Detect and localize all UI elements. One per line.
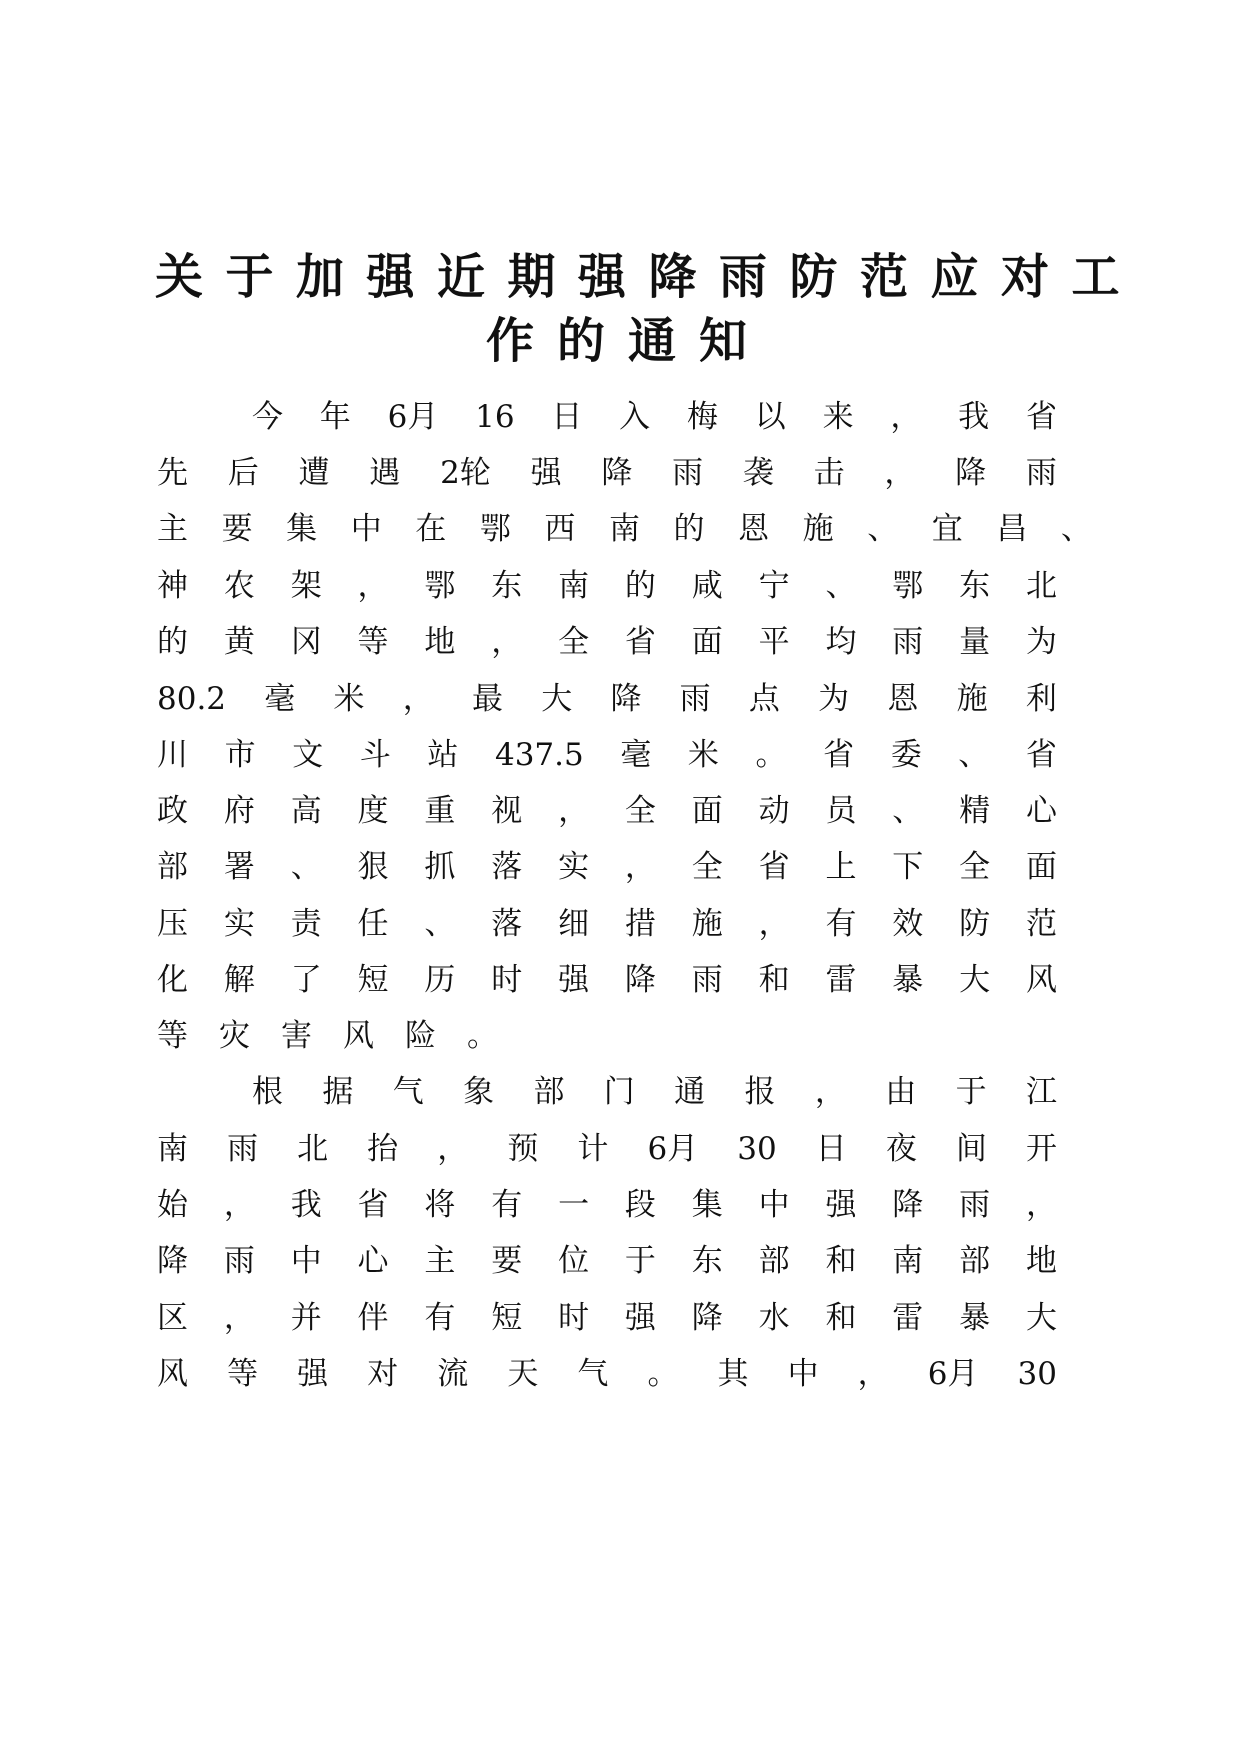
body-token: 心 bbox=[357, 1243, 389, 1279]
body-token: 动 bbox=[758, 793, 790, 829]
body-token: 30 bbox=[737, 1131, 777, 1167]
body-token: 为 bbox=[818, 681, 850, 717]
body-token: 范 bbox=[1025, 906, 1057, 942]
body-line bbox=[252, 395, 1057, 439]
body-token: 部 bbox=[157, 849, 188, 885]
body-token: 全 bbox=[624, 793, 656, 829]
body-token: 雷 bbox=[825, 962, 857, 998]
body-token: 政 bbox=[157, 793, 188, 829]
body-token: 实 bbox=[558, 849, 590, 885]
document-title-line-1: 关于加强近期强降雨防范应对工 bbox=[155, 249, 1143, 305]
body-token: 大 bbox=[959, 962, 991, 998]
body-token: 位 bbox=[558, 1243, 590, 1279]
body-token: 要 bbox=[221, 511, 253, 547]
body-token: 和 bbox=[825, 1300, 857, 1336]
body-token: 部 bbox=[959, 1243, 991, 1279]
body-token: 时 bbox=[558, 1300, 590, 1336]
body-token: 雨 bbox=[679, 681, 711, 717]
body-token: 风 bbox=[157, 1356, 188, 1392]
body-token: 雨 bbox=[892, 624, 924, 660]
body-line bbox=[157, 789, 1057, 833]
body-token: 面 bbox=[691, 793, 723, 829]
body-token: 鄂 bbox=[892, 568, 924, 604]
body-token: 鄂 bbox=[424, 568, 456, 604]
body-token: ， bbox=[437, 1131, 469, 1167]
body-token: 毫 bbox=[264, 681, 296, 717]
body-token: ， bbox=[357, 568, 389, 604]
body-token: 短 bbox=[491, 1300, 523, 1336]
body-token: 细 bbox=[558, 906, 590, 942]
body-token: 施 bbox=[956, 681, 988, 717]
body-token: 恩 bbox=[738, 511, 770, 547]
body-token: 防 bbox=[959, 906, 991, 942]
body-token: 雨 bbox=[959, 1187, 991, 1223]
body-token: 省 bbox=[1025, 737, 1057, 773]
body-token: ， bbox=[814, 1074, 846, 1110]
body-token: 我 bbox=[958, 399, 990, 435]
body-token: 我 bbox=[290, 1187, 322, 1223]
body-token: 雷 bbox=[892, 1300, 924, 1336]
body-token: 强 bbox=[825, 1187, 857, 1223]
body-token: 全 bbox=[691, 849, 723, 885]
body-token: 施 bbox=[802, 511, 834, 547]
body-token: ， bbox=[624, 849, 656, 885]
body-token: 雨 bbox=[691, 962, 723, 998]
body-token: 来 bbox=[822, 399, 854, 435]
body-token: ， bbox=[884, 455, 916, 491]
body-token: 雨 bbox=[227, 1131, 259, 1167]
body-line bbox=[252, 1070, 1057, 1114]
body-line bbox=[157, 620, 1057, 664]
body-token: 的 bbox=[673, 511, 705, 547]
body-token: 文 bbox=[292, 737, 324, 773]
body-token: 害 bbox=[281, 1018, 312, 1054]
body-token: 、 bbox=[825, 568, 857, 604]
body-token: 精 bbox=[959, 793, 991, 829]
body-token: 了 bbox=[290, 962, 322, 998]
body-token: 部 bbox=[533, 1074, 565, 1110]
body-token: 、 bbox=[290, 849, 322, 885]
body-token: 冈 bbox=[290, 624, 322, 660]
body-token: 利 bbox=[1025, 681, 1057, 717]
body-token: 省 bbox=[1025, 399, 1057, 435]
body-token: 量 bbox=[959, 624, 991, 660]
body-token: 昌 bbox=[996, 511, 1028, 547]
body-token: 预 bbox=[507, 1131, 539, 1167]
body-token: 并 bbox=[290, 1300, 322, 1336]
body-token: 为 bbox=[1025, 624, 1057, 660]
body-token: 中 bbox=[290, 1243, 322, 1279]
body-token: 报 bbox=[744, 1074, 776, 1110]
body-token: 强 bbox=[530, 455, 562, 491]
body-token: 宁 bbox=[758, 568, 790, 604]
body-token: 员 bbox=[825, 793, 857, 829]
body-token: 雨 bbox=[1025, 455, 1057, 491]
body-token: 解 bbox=[223, 962, 255, 998]
body-token: 间 bbox=[955, 1131, 987, 1167]
body-token: 、 bbox=[1060, 511, 1092, 547]
body-token: 重 bbox=[424, 793, 456, 829]
body-token: 风 bbox=[1025, 962, 1057, 998]
body-line bbox=[157, 1183, 1057, 1227]
body-token: 和 bbox=[758, 962, 790, 998]
body-token: 80.2 bbox=[157, 681, 227, 717]
body-token: 毫 bbox=[620, 737, 652, 773]
body-token: 地 bbox=[1025, 1243, 1057, 1279]
body-line bbox=[157, 564, 1057, 608]
body-token: 短 bbox=[357, 962, 389, 998]
body-token: 水 bbox=[758, 1300, 790, 1336]
body-token: 。 bbox=[467, 1018, 498, 1054]
body-token: 站 bbox=[427, 737, 459, 773]
body-token: 有 bbox=[491, 1187, 523, 1223]
body-token: 任 bbox=[357, 906, 389, 942]
body-token: 降 bbox=[691, 1300, 723, 1336]
body-token: 437.5 bbox=[494, 737, 584, 773]
body-token: 风 bbox=[343, 1018, 374, 1054]
body-token: 降 bbox=[157, 1243, 188, 1279]
body-token: 度 bbox=[357, 793, 389, 829]
body-token: 流 bbox=[437, 1356, 469, 1392]
body-token: 将 bbox=[424, 1187, 456, 1223]
body-token: 川 bbox=[157, 737, 188, 773]
body-line bbox=[157, 677, 1057, 721]
body-token: 恩 bbox=[887, 681, 919, 717]
body-token: 措 bbox=[624, 906, 656, 942]
body-token: 署 bbox=[223, 849, 255, 885]
document-title-line-2: 作的通知 bbox=[486, 313, 771, 369]
body-token: 以 bbox=[754, 399, 786, 435]
body-token: 落 bbox=[491, 906, 523, 942]
body-token: 和 bbox=[825, 1243, 857, 1279]
body-token: 要 bbox=[491, 1243, 523, 1279]
body-token: 面 bbox=[691, 624, 723, 660]
body-token: 斗 bbox=[359, 737, 391, 773]
body-token: 6月 bbox=[647, 1131, 699, 1167]
body-token: 降 bbox=[892, 1187, 924, 1223]
body-token: 6月 bbox=[387, 399, 439, 435]
body-token: ， bbox=[223, 1300, 255, 1336]
body-line bbox=[157, 845, 1057, 889]
body-token: 险 bbox=[405, 1018, 436, 1054]
body-token: 击 bbox=[813, 455, 845, 491]
body-token: 南 bbox=[157, 1131, 188, 1167]
body-token: 6月 bbox=[927, 1356, 979, 1392]
body-token: 西 bbox=[544, 511, 576, 547]
body-token: 落 bbox=[491, 849, 523, 885]
body-token: 中 bbox=[787, 1356, 819, 1392]
body-token: ， bbox=[890, 399, 922, 435]
body-token: 时 bbox=[491, 962, 523, 998]
body-token: 南 bbox=[558, 568, 590, 604]
body-token: 始 bbox=[157, 1187, 188, 1223]
body-token: 2轮 bbox=[440, 455, 491, 491]
body-token: 省 bbox=[823, 737, 855, 773]
body-token: 省 bbox=[624, 624, 656, 660]
body-token: 米 bbox=[687, 737, 719, 773]
body-token: 。 bbox=[647, 1356, 679, 1392]
body-token: 年 bbox=[319, 399, 351, 435]
body-token: 有 bbox=[424, 1300, 456, 1336]
body-token: 先 bbox=[157, 455, 188, 491]
body-line bbox=[157, 1352, 1057, 1396]
body-token: 主 bbox=[424, 1243, 456, 1279]
body-token: 气 bbox=[392, 1074, 424, 1110]
body-token: 降 bbox=[610, 681, 642, 717]
body-token: 后 bbox=[227, 455, 259, 491]
body-token: 的 bbox=[624, 568, 656, 604]
body-token: 南 bbox=[608, 511, 640, 547]
body-token: 由 bbox=[885, 1074, 917, 1110]
body-token: 据 bbox=[322, 1074, 354, 1110]
body-token: 全 bbox=[959, 849, 991, 885]
body-token: 抓 bbox=[424, 849, 456, 885]
body-token: 根 bbox=[252, 1074, 283, 1110]
body-token: 等 bbox=[157, 1018, 188, 1054]
body-token: 其 bbox=[717, 1356, 749, 1392]
body-token: 、 bbox=[424, 906, 456, 942]
body-token: 16 bbox=[475, 399, 515, 435]
body-line bbox=[157, 958, 1057, 1002]
body-token: 天 bbox=[507, 1356, 539, 1392]
body-token: 下 bbox=[892, 849, 924, 885]
body-token: 化 bbox=[157, 962, 188, 998]
body-token: 市 bbox=[224, 737, 256, 773]
body-token: 视 bbox=[491, 793, 523, 829]
body-token: 效 bbox=[892, 906, 924, 942]
body-token: 实 bbox=[223, 906, 255, 942]
body-token: 主 bbox=[157, 511, 188, 547]
body-token: ， bbox=[402, 681, 434, 717]
body-token: 段 bbox=[624, 1187, 656, 1223]
body-token: ， bbox=[857, 1356, 889, 1392]
body-token: 等 bbox=[227, 1356, 259, 1392]
body-line bbox=[157, 451, 1057, 495]
body-token: 米 bbox=[333, 681, 365, 717]
body-token: 宜 bbox=[931, 511, 963, 547]
body-token: 、 bbox=[867, 511, 899, 547]
body-line bbox=[157, 1239, 1057, 1283]
body-token: 通 bbox=[674, 1074, 706, 1110]
body-token: 门 bbox=[603, 1074, 635, 1110]
body-token: 上 bbox=[825, 849, 857, 885]
body-token: 心 bbox=[1025, 793, 1057, 829]
body-token: 一 bbox=[558, 1187, 590, 1223]
body-token: 象 bbox=[463, 1074, 495, 1110]
body-token: 黄 bbox=[223, 624, 255, 660]
body-token: 暴 bbox=[892, 962, 924, 998]
body-token: 江 bbox=[1025, 1074, 1057, 1110]
body-line bbox=[157, 733, 1057, 777]
body-token: 强 bbox=[297, 1356, 329, 1392]
body-token: 中 bbox=[758, 1187, 790, 1223]
body-token: 的 bbox=[157, 624, 188, 660]
body-token: 雨 bbox=[223, 1243, 255, 1279]
body-token: 抬 bbox=[367, 1131, 399, 1167]
body-token: ， bbox=[491, 624, 523, 660]
body-token: 袭 bbox=[742, 455, 774, 491]
body-token: 大 bbox=[1025, 1300, 1057, 1336]
body-token: 遇 bbox=[369, 455, 401, 491]
body-token: 日 bbox=[815, 1131, 847, 1167]
body-token: 伴 bbox=[357, 1300, 389, 1336]
body-token: 地 bbox=[424, 624, 456, 660]
body-token: 强 bbox=[558, 962, 590, 998]
body-token: 集 bbox=[691, 1187, 723, 1223]
body-token: 部 bbox=[758, 1243, 790, 1279]
body-token: 遭 bbox=[298, 455, 330, 491]
body-token: 农 bbox=[223, 568, 255, 604]
body-token: ， bbox=[223, 1187, 255, 1223]
body-token: 府 bbox=[223, 793, 255, 829]
body-token: 北 bbox=[297, 1131, 329, 1167]
body-token: 鄂 bbox=[479, 511, 511, 547]
body-token: 于 bbox=[955, 1074, 987, 1110]
body-token: 全 bbox=[558, 624, 590, 660]
body-token: 施 bbox=[691, 906, 723, 942]
body-token: 架 bbox=[290, 568, 322, 604]
body-token: 东 bbox=[491, 568, 523, 604]
body-line bbox=[157, 507, 1092, 551]
body-token: 于 bbox=[624, 1243, 656, 1279]
body-token: 梅 bbox=[686, 399, 718, 435]
body-token: 在 bbox=[415, 511, 447, 547]
body-token: 强 bbox=[624, 1300, 656, 1336]
body-token: 有 bbox=[825, 906, 857, 942]
body-token: 今 bbox=[252, 399, 283, 435]
body-token: 雨 bbox=[672, 455, 704, 491]
body-token: 省 bbox=[758, 849, 790, 885]
body-token: 降 bbox=[624, 962, 656, 998]
body-token: 区 bbox=[157, 1300, 188, 1336]
body-token: 责 bbox=[290, 906, 322, 942]
body-token: 高 bbox=[290, 793, 322, 829]
body-token: 、 bbox=[892, 793, 924, 829]
body-token: 集 bbox=[286, 511, 318, 547]
body-token: 入 bbox=[619, 399, 651, 435]
body-line bbox=[157, 1127, 1057, 1171]
body-token: 、 bbox=[958, 737, 990, 773]
body-token: 大 bbox=[541, 681, 573, 717]
body-token: 降 bbox=[601, 455, 633, 491]
body-token: 咸 bbox=[691, 568, 723, 604]
body-token: 30 bbox=[1017, 1356, 1057, 1392]
body-token: 委 bbox=[890, 737, 922, 773]
body-token: 日 bbox=[551, 399, 583, 435]
body-line bbox=[157, 1296, 1057, 1340]
body-line bbox=[157, 902, 1057, 946]
body-token: 暴 bbox=[959, 1300, 991, 1336]
body-token: 。 bbox=[755, 737, 787, 773]
body-token: 等 bbox=[357, 624, 389, 660]
body-token: 东 bbox=[959, 568, 991, 604]
body-token: 南 bbox=[892, 1243, 924, 1279]
body-token: ， bbox=[558, 793, 590, 829]
body-token: 点 bbox=[748, 681, 780, 717]
body-token: 狠 bbox=[357, 849, 389, 885]
body-token: 计 bbox=[577, 1131, 609, 1167]
body-token: 历 bbox=[424, 962, 456, 998]
body-token: 夜 bbox=[885, 1131, 917, 1167]
body-token: 平 bbox=[758, 624, 790, 660]
body-token: 最 bbox=[471, 681, 503, 717]
body-token: 神 bbox=[157, 568, 188, 604]
body-token: 东 bbox=[691, 1243, 723, 1279]
body-token: 北 bbox=[1025, 568, 1057, 604]
body-token: 降 bbox=[955, 455, 987, 491]
body-token: 中 bbox=[350, 511, 382, 547]
body-token: 压 bbox=[157, 906, 188, 942]
body-token: ， bbox=[758, 906, 790, 942]
body-line bbox=[157, 1014, 1057, 1058]
body-token: 气 bbox=[577, 1356, 609, 1392]
body-token: 均 bbox=[825, 624, 857, 660]
body-token: 面 bbox=[1025, 849, 1057, 885]
body-token: 开 bbox=[1025, 1131, 1057, 1167]
body-token: ， bbox=[1025, 1187, 1057, 1223]
body-token: 灾 bbox=[219, 1018, 250, 1054]
body-token: 省 bbox=[357, 1187, 389, 1223]
body-token: 对 bbox=[367, 1356, 399, 1392]
